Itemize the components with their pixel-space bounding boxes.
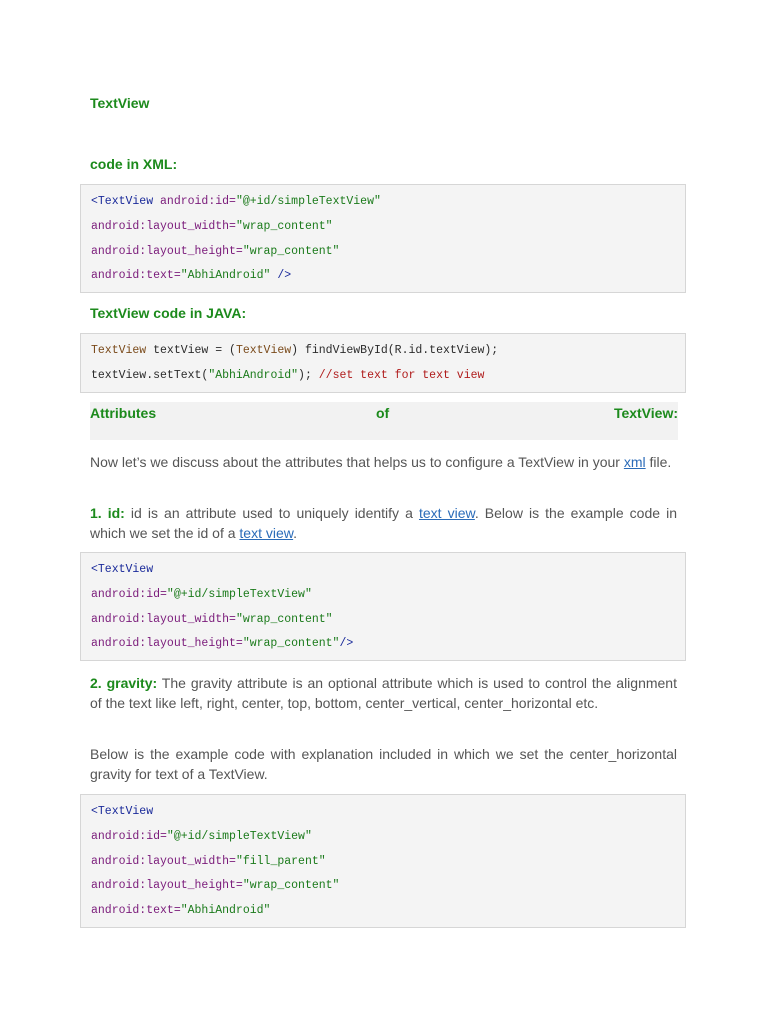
gravity-paragraph: 2. gravity: The gravity attribute is an optional attribute which is used to control the alignment of the text like left, right, center, top, bottom, center_vertical, center_horizontal etc. [90,675,677,711]
code-line: android:id="@+id/simpleTextView" [91,830,312,843]
text-view-link[interactable]: text view [418,505,475,521]
id-code-block [80,552,686,661]
code-line: android:layout_height="wrap_content" [91,879,340,892]
code-line: android:id="@+id/simpleTextView" [91,588,312,601]
code-line: <TextView android:id="@+id/simpleTextView" [91,195,381,208]
code-line: android:layout_height="wrap_content" [91,245,340,258]
xml-code-heading: code in XML: [90,156,178,172]
java-code-block [80,333,686,393]
code-line: android:layout_width="fill_parent" [91,855,326,868]
code-line: android:layout_height="wrap_content"/> [91,637,354,650]
gravity-code-block [80,794,686,928]
code-line: TextView textView = (TextView) findViewById(R.id.textView); [91,344,499,357]
code-line: <TextView [91,563,154,576]
code-line: android:text="AbhiAndroid" [91,904,271,917]
id-paragraph: 1. id: id is an attribute used to uniquely identify a text view. Below is the example code in which we set the id of a text view. [90,505,677,541]
attributes-word: Attributes [90,405,157,421]
code-line: android:layout_width="wrap_content" [91,613,333,626]
code-line: textView.setText("AbhiAndroid"); //set text for text view [91,369,485,382]
code-line: android:text="AbhiAndroid" /> [91,269,292,282]
xml-code-block [80,184,686,293]
gravity-label: 2. gravity: [90,675,158,691]
code-line: android:layout_width="wrap_content" [91,220,333,233]
java-code-heading: TextView code in JAVA: [90,305,247,321]
id-label: 1. id: [90,505,125,521]
intro-paragraph: Now let’s we discuss about the attributes that helps us to configure a TextView in your xml file. [90,454,672,470]
textview-word: TextView: [613,405,678,421]
of-word: of [376,405,390,421]
code-line: <TextView [91,805,154,818]
textview-heading: TextView [90,95,150,111]
attributes-heading-bar [90,402,678,440]
xml-link[interactable]: xml [623,454,646,470]
text-view-link[interactable]: text view [239,525,294,541]
gravity-example-paragraph: Below is the example code with explanation included in which we set the center_horizontal gravity for text of a TextView. [90,746,677,782]
